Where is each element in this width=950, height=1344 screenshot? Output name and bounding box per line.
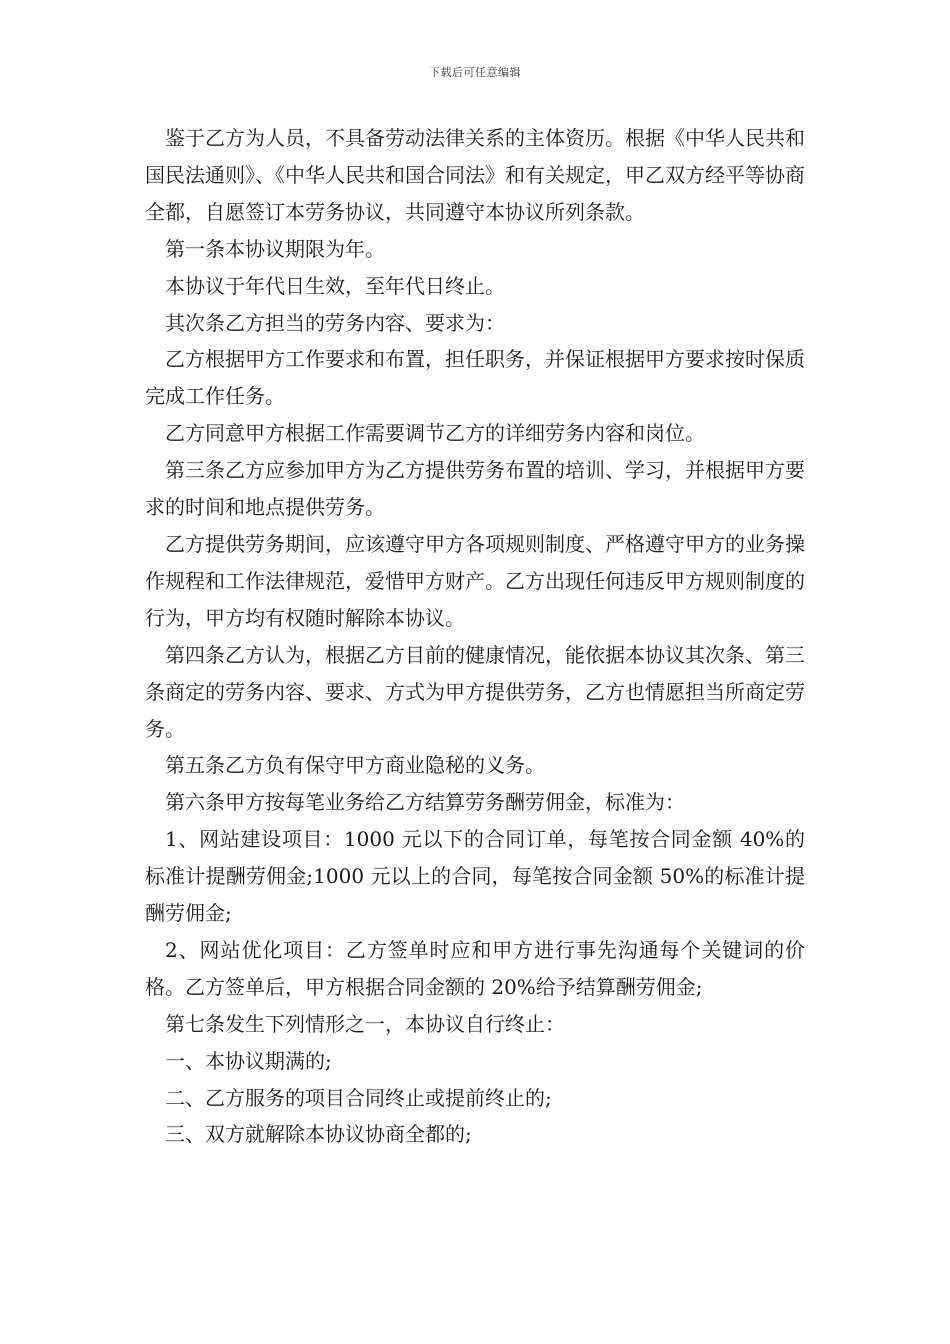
paragraph-article-2: 其次条乙方担当的劳务内容、要求为： [165,310,505,335]
paragraph-effective-date: 本协议于年代日生效，至年代日终止。 [165,273,505,298]
paragraph-article-7: 第七条发生下列情形之一，本协议自行终止： [165,1011,565,1036]
paragraph-item-1: 1、网站建设项目：1000 元以下的合同订单，每笔按合同金额 40%的标准计提酬劳佣金;1000 元以上的合同，每笔按合同金额 50%的标准计提酬劳佣金; [145,827,805,926]
paragraph-rules: 乙方提供劳务期间，应该遵守甲方各项规则制度、严格遵守甲方的业务操作规程和工作法律规范，爱惜甲方财产。乙方出现任何违反甲方规则制度的行为，甲方均有权随时解除本协议。 [145,531,805,630]
document-body [145,120,805,1153]
paragraph-article-3: 第三条乙方应参加甲方为乙方提供劳务布置的培训、学习，并根据甲方要求的时间和地点提供劳务。 [145,458,805,520]
paragraph-item-2: 2、网站优化项目：乙方签单时应和甲方进行事先沟通每个关键词的价格。乙方签单后，甲方根据合同金额的 20%给予结算酬劳佣金; [145,937,805,999]
paragraph-duty: 乙方根据甲方工作要求和布置，担任职务，并保证根据甲方要求按时保质完成工作任务。 [145,347,805,409]
paragraph-clause-2: 二、乙方服务的项目合同终止或提前终止的; [165,1085,552,1110]
paragraph-clause-3: 三、双方就解除本协议协商全都的; [165,1122,472,1147]
paragraph-article-1: 第一条本协议期限为年。 [165,236,385,261]
paragraph-article-4: 第四条乙方认为，根据乙方目前的健康情况，能依据本协议其次条、第三条商定的劳务内容、要求、方式为甲方提供劳务，乙方也情愿担当所商定劳务。 [145,642,805,741]
paragraph-adjustment: 乙方同意甲方根据工作需要调节乙方的详细劳务内容和岗位。 [165,421,705,446]
paragraph-article-5: 第五条乙方负有保守甲方商业隐秘的义务。 [165,753,545,778]
page-header: 下载后可任意编辑 [429,66,521,79]
paragraph-preamble: 鉴于乙方为人员，不具备劳动法律关系的主体资历。根据《中华人民共和国民法通则》、《中华人民共和国合同法》和有关规定，甲乙双方经平等协商全都，自愿签订本劳务协议，共同遵守本协议所列条款。 [145,126,805,224]
paragraph-article-6: 第六条甲方按每笔业务给乙方结算劳务酬劳佣金，标准为： [165,790,685,815]
paragraph-clause-1: 一、本协议期满的; [165,1048,332,1073]
